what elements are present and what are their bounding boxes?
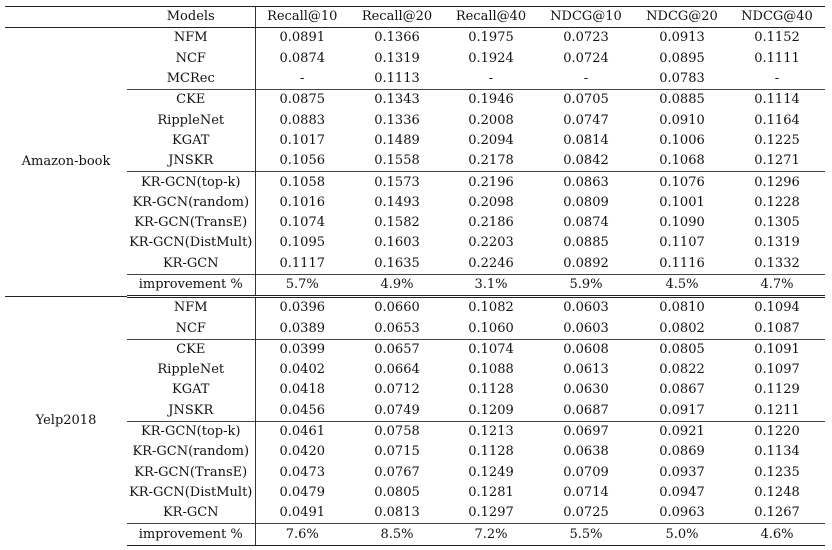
- metric-value: 0.1332: [754, 255, 800, 271]
- model-name: KR-GCN(top-k): [127, 421, 255, 442]
- metric-value: 0.0664: [374, 362, 420, 378]
- metric-value: 0.0921: [635, 421, 729, 442]
- metric-value: 0.1001: [659, 194, 705, 210]
- table-row: [5, 421, 825, 442]
- metric-value: 4.5%: [635, 274, 729, 296]
- metric-value: 0.0749: [374, 402, 420, 418]
- metric-value: 0.1366: [374, 30, 420, 46]
- metric-value: 0.0723: [563, 30, 609, 46]
- metric-value: 0.1582: [374, 215, 420, 231]
- metric-value: 0.0473: [279, 464, 325, 480]
- metric-value: 0.2246: [468, 255, 514, 271]
- table-row: [5, 442, 825, 462]
- metric-value: 0.1573: [349, 172, 445, 193]
- metric-value: 0.1087: [754, 320, 800, 336]
- table-row: [5, 90, 825, 111]
- metric-value: 5.7%: [255, 274, 349, 296]
- dataset-label: Yelp2018: [5, 297, 127, 546]
- model-name: KR-GCN(random): [127, 193, 255, 213]
- table-row: [5, 297, 825, 319]
- metric-value: 0.0479: [279, 484, 325, 500]
- metric-value: 0.1297: [468, 505, 514, 521]
- metric-value: 0.0712: [374, 382, 420, 398]
- metric-value: 0.0660: [349, 297, 445, 319]
- metric-value: 0.0783: [659, 71, 705, 87]
- metric-value: 0.0814: [563, 132, 609, 148]
- metric-value: 0.1114: [729, 90, 825, 111]
- metric-value: 0.0758: [349, 421, 445, 442]
- metric-value: 0.0653: [374, 320, 420, 336]
- metric-value: 0.1267: [754, 505, 800, 521]
- metric-value: 0.1493: [374, 194, 420, 210]
- metric-value: 0.0767: [374, 464, 420, 480]
- metric-value: 0.1336: [374, 112, 420, 128]
- metric-value: 0.0917: [659, 402, 705, 418]
- table-body: [5, 28, 825, 545]
- model-name: RippleNet: [127, 110, 255, 130]
- metric-value: 0.1088: [468, 362, 514, 378]
- metric-value: 0.1117: [279, 255, 325, 271]
- metric-value: 5.5%: [537, 524, 635, 545]
- metric-value: 0.0874: [563, 215, 609, 231]
- header-recall-20: Recall@20: [349, 7, 445, 28]
- metric-value: 0.0937: [659, 464, 705, 480]
- model-name: KR-GCN(TransE): [127, 213, 255, 233]
- metric-value: 0.1017: [279, 132, 325, 148]
- model-name: KR-GCN: [127, 503, 255, 524]
- metric-value: 0.1249: [468, 464, 514, 480]
- metric-value: 0.1603: [374, 235, 420, 251]
- metric-value: 0.0697: [537, 421, 635, 442]
- metric-value: 0.0603: [563, 320, 609, 336]
- metric-value: 0.1056: [279, 153, 325, 169]
- model-name: KR-GCN: [127, 254, 255, 275]
- metric-value: 0.0399: [255, 339, 349, 360]
- metric-value: 0.0810: [635, 297, 729, 319]
- metric-value: 0.1343: [349, 90, 445, 111]
- dataset-label: Amazon-book: [21, 154, 111, 170]
- metric-value: 0.1068: [659, 153, 705, 169]
- model-name: NFM: [127, 28, 255, 49]
- header-ndcg-10: NDCG@10: [537, 7, 635, 28]
- table-row: [5, 69, 825, 90]
- model-name: KR-GCN(DistMult): [127, 233, 255, 253]
- table-row: [5, 401, 825, 422]
- metric-value: 0.1164: [754, 112, 800, 128]
- metric-value: 0.1116: [659, 255, 705, 271]
- metric-value: 0.0895: [659, 50, 705, 66]
- metric-value: 0.0947: [659, 484, 705, 500]
- model-name: improvement %: [127, 524, 255, 545]
- model-name: KR-GCN(TransE): [127, 463, 255, 483]
- metric-value: 0.0891: [279, 30, 325, 46]
- metric-value: 4.7%: [729, 274, 825, 296]
- metric-value: 0.1946: [445, 90, 537, 111]
- metric-value: 0.1058: [255, 172, 349, 193]
- metric-value: 0.0709: [563, 464, 609, 480]
- table-row: [5, 213, 825, 233]
- table-row: [5, 380, 825, 400]
- metric-value: 0.0885: [635, 90, 729, 111]
- metric-value: 0.1225: [754, 132, 800, 148]
- metric-value: 0.1090: [659, 215, 705, 231]
- metric-value: 5.9%: [537, 274, 635, 296]
- table-row: [5, 318, 825, 339]
- metric-value: 0.0883: [279, 112, 325, 128]
- metric-value: 0.0874: [279, 50, 325, 66]
- model-name: JNSKR: [127, 151, 255, 172]
- metric-value: -: [488, 71, 494, 87]
- metric-value: 0.1076: [635, 172, 729, 193]
- metric-value: 0.0402: [279, 362, 325, 378]
- model-name: KGAT: [127, 380, 255, 400]
- table-row: [5, 233, 825, 253]
- metric-value: 0.1082: [445, 297, 537, 319]
- metric-value: 0.0456: [279, 402, 325, 418]
- table-row: [5, 110, 825, 130]
- results-table: [5, 6, 825, 546]
- metric-value: 0.0747: [563, 112, 609, 128]
- metric-value: 0.2008: [468, 112, 514, 128]
- metric-value: 0.1091: [729, 339, 825, 360]
- metric-value: 0.0867: [659, 382, 705, 398]
- header-ndcg-20: NDCG@20: [635, 7, 729, 28]
- model-name: KR-GCN(top-k): [127, 172, 255, 193]
- metric-value: 0.0802: [659, 320, 705, 336]
- metric-value: 0.0875: [255, 90, 349, 111]
- metric-value: 0.0805: [374, 484, 420, 500]
- metric-value: 0.1094: [729, 297, 825, 319]
- header-row: [5, 7, 825, 28]
- header-recall-10: Recall@10: [255, 7, 349, 28]
- metric-value: 0.0705: [537, 90, 635, 111]
- table-row: [5, 193, 825, 213]
- metric-value: 0.0724: [563, 50, 609, 66]
- model-name: improvement %: [127, 274, 255, 296]
- metric-value: -: [583, 71, 589, 87]
- metric-value: 0.0389: [279, 320, 325, 336]
- metric-value: -: [300, 71, 305, 87]
- table-row: [5, 131, 825, 151]
- metric-value: 0.0714: [563, 484, 609, 500]
- model-name: RippleNet: [127, 360, 255, 380]
- metric-value: 0.1111: [754, 50, 800, 66]
- metric-value: 0.0418: [279, 382, 325, 398]
- metric-value: 0.0822: [659, 362, 705, 378]
- header-dataset-cell: [5, 7, 127, 28]
- table-row: [5, 49, 825, 69]
- metric-value: 0.1128: [468, 444, 514, 460]
- metric-value: 0.1095: [279, 235, 325, 251]
- metric-value: 0.0608: [537, 339, 635, 360]
- metric-value: 0.1074: [445, 339, 537, 360]
- metric-value: 0.1060: [468, 320, 514, 336]
- metric-value: 0.1107: [659, 235, 705, 251]
- metric-value: -: [774, 71, 780, 87]
- improvement-row: [5, 274, 825, 296]
- metric-value: 0.1558: [374, 153, 420, 169]
- metric-value: 0.1271: [754, 153, 800, 169]
- table-row: [5, 483, 825, 503]
- metric-value: 0.0809: [563, 194, 609, 210]
- model-name: NCF: [127, 49, 255, 69]
- metric-value: 3.1%: [445, 274, 537, 296]
- metric-value: 0.1128: [468, 382, 514, 398]
- metric-value: 0.0892: [563, 255, 609, 271]
- metric-value: 0.0657: [349, 339, 445, 360]
- metric-value: 0.2196: [445, 172, 537, 193]
- metric-value: 0.0963: [659, 505, 705, 521]
- table-row: [5, 28, 825, 49]
- metric-value: 0.0910: [659, 112, 705, 128]
- table-row: [5, 254, 825, 275]
- metric-value: 0.1134: [754, 444, 800, 460]
- metric-value: 0.1975: [468, 30, 514, 46]
- metric-value: 0.0805: [635, 339, 729, 360]
- metric-value: 0.0869: [659, 444, 705, 460]
- metric-value: 0.0725: [563, 505, 609, 521]
- metric-value: 0.1211: [754, 402, 800, 418]
- metric-value: 0.1296: [729, 172, 825, 193]
- metric-value: 0.1635: [374, 255, 420, 271]
- model-name: CKE: [127, 90, 255, 111]
- metric-value: 0.1924: [468, 50, 514, 66]
- metric-value: 0.1235: [754, 464, 800, 480]
- improvement-row: [5, 524, 825, 545]
- metric-value: 0.1074: [279, 215, 325, 231]
- table-row: [5, 172, 825, 193]
- metric-value: 7.6%: [255, 524, 349, 545]
- table-row: [5, 463, 825, 483]
- metric-value: 0.1209: [468, 402, 514, 418]
- metric-value: 5.0%: [635, 524, 729, 545]
- metric-value: 0.0630: [563, 382, 609, 398]
- metric-value: 0.1319: [754, 235, 800, 251]
- metric-value: 4.9%: [349, 274, 445, 296]
- metric-value: 0.0885: [563, 235, 609, 251]
- metric-value: 0.1319: [374, 50, 420, 66]
- metric-value: 4.6%: [729, 524, 825, 545]
- metric-value: 0.0913: [659, 30, 705, 46]
- metric-value: 0.0813: [374, 505, 420, 521]
- table-row: [5, 339, 825, 360]
- model-name: JNSKR: [127, 401, 255, 422]
- metric-value: 0.2098: [468, 194, 514, 210]
- model-name: KGAT: [127, 131, 255, 151]
- metric-value: 0.0687: [563, 402, 609, 418]
- metric-value: 0.2094: [468, 132, 514, 148]
- metric-value: 0.1248: [754, 484, 800, 500]
- metric-value: 0.1220: [729, 421, 825, 442]
- metric-value: 0.1281: [468, 484, 514, 500]
- metric-value: 0.1113: [374, 71, 420, 87]
- model-name: KR-GCN(DistMult): [127, 483, 255, 503]
- metric-value: 0.1016: [279, 194, 325, 210]
- model-name: KR-GCN(random): [127, 442, 255, 462]
- metric-value: 0.1213: [445, 421, 537, 442]
- model-name: MCRec: [127, 69, 255, 90]
- header-models: Models: [127, 7, 255, 28]
- metric-value: 0.0461: [255, 421, 349, 442]
- metric-value: 0.1129: [754, 382, 800, 398]
- metric-value: 0.0491: [279, 505, 325, 521]
- metric-value: 0.1305: [754, 215, 800, 231]
- metric-value: 0.0863: [537, 172, 635, 193]
- model-name: CKE: [127, 339, 255, 360]
- metric-value: 0.0603: [537, 297, 635, 319]
- metric-value: 0.1097: [754, 362, 800, 378]
- model-name: NFM: [127, 297, 255, 319]
- metric-value: 0.1006: [659, 132, 705, 148]
- metric-value: 0.0842: [563, 153, 609, 169]
- metric-value: 0.1489: [374, 132, 420, 148]
- metric-value: 0.2203: [468, 235, 514, 251]
- metric-value: 0.0396: [255, 297, 349, 319]
- metric-value: 0.2186: [468, 215, 514, 231]
- table-row: [5, 360, 825, 380]
- metric-value: 7.2%: [445, 524, 537, 545]
- metric-value: 0.0715: [374, 444, 420, 460]
- model-name: NCF: [127, 318, 255, 339]
- table-row: [5, 503, 825, 524]
- header-recall-40: Recall@40: [445, 7, 537, 28]
- metric-value: 0.0420: [279, 444, 325, 460]
- header-ndcg-40: NDCG@40: [729, 7, 825, 28]
- metric-value: 0.2178: [468, 153, 514, 169]
- metric-value: 8.5%: [349, 524, 445, 545]
- metric-value: 0.1152: [754, 30, 800, 46]
- metric-value: 0.0638: [563, 444, 609, 460]
- table-row: [5, 151, 825, 172]
- metric-value: 0.1228: [754, 194, 800, 210]
- metric-value: 0.0613: [563, 362, 609, 378]
